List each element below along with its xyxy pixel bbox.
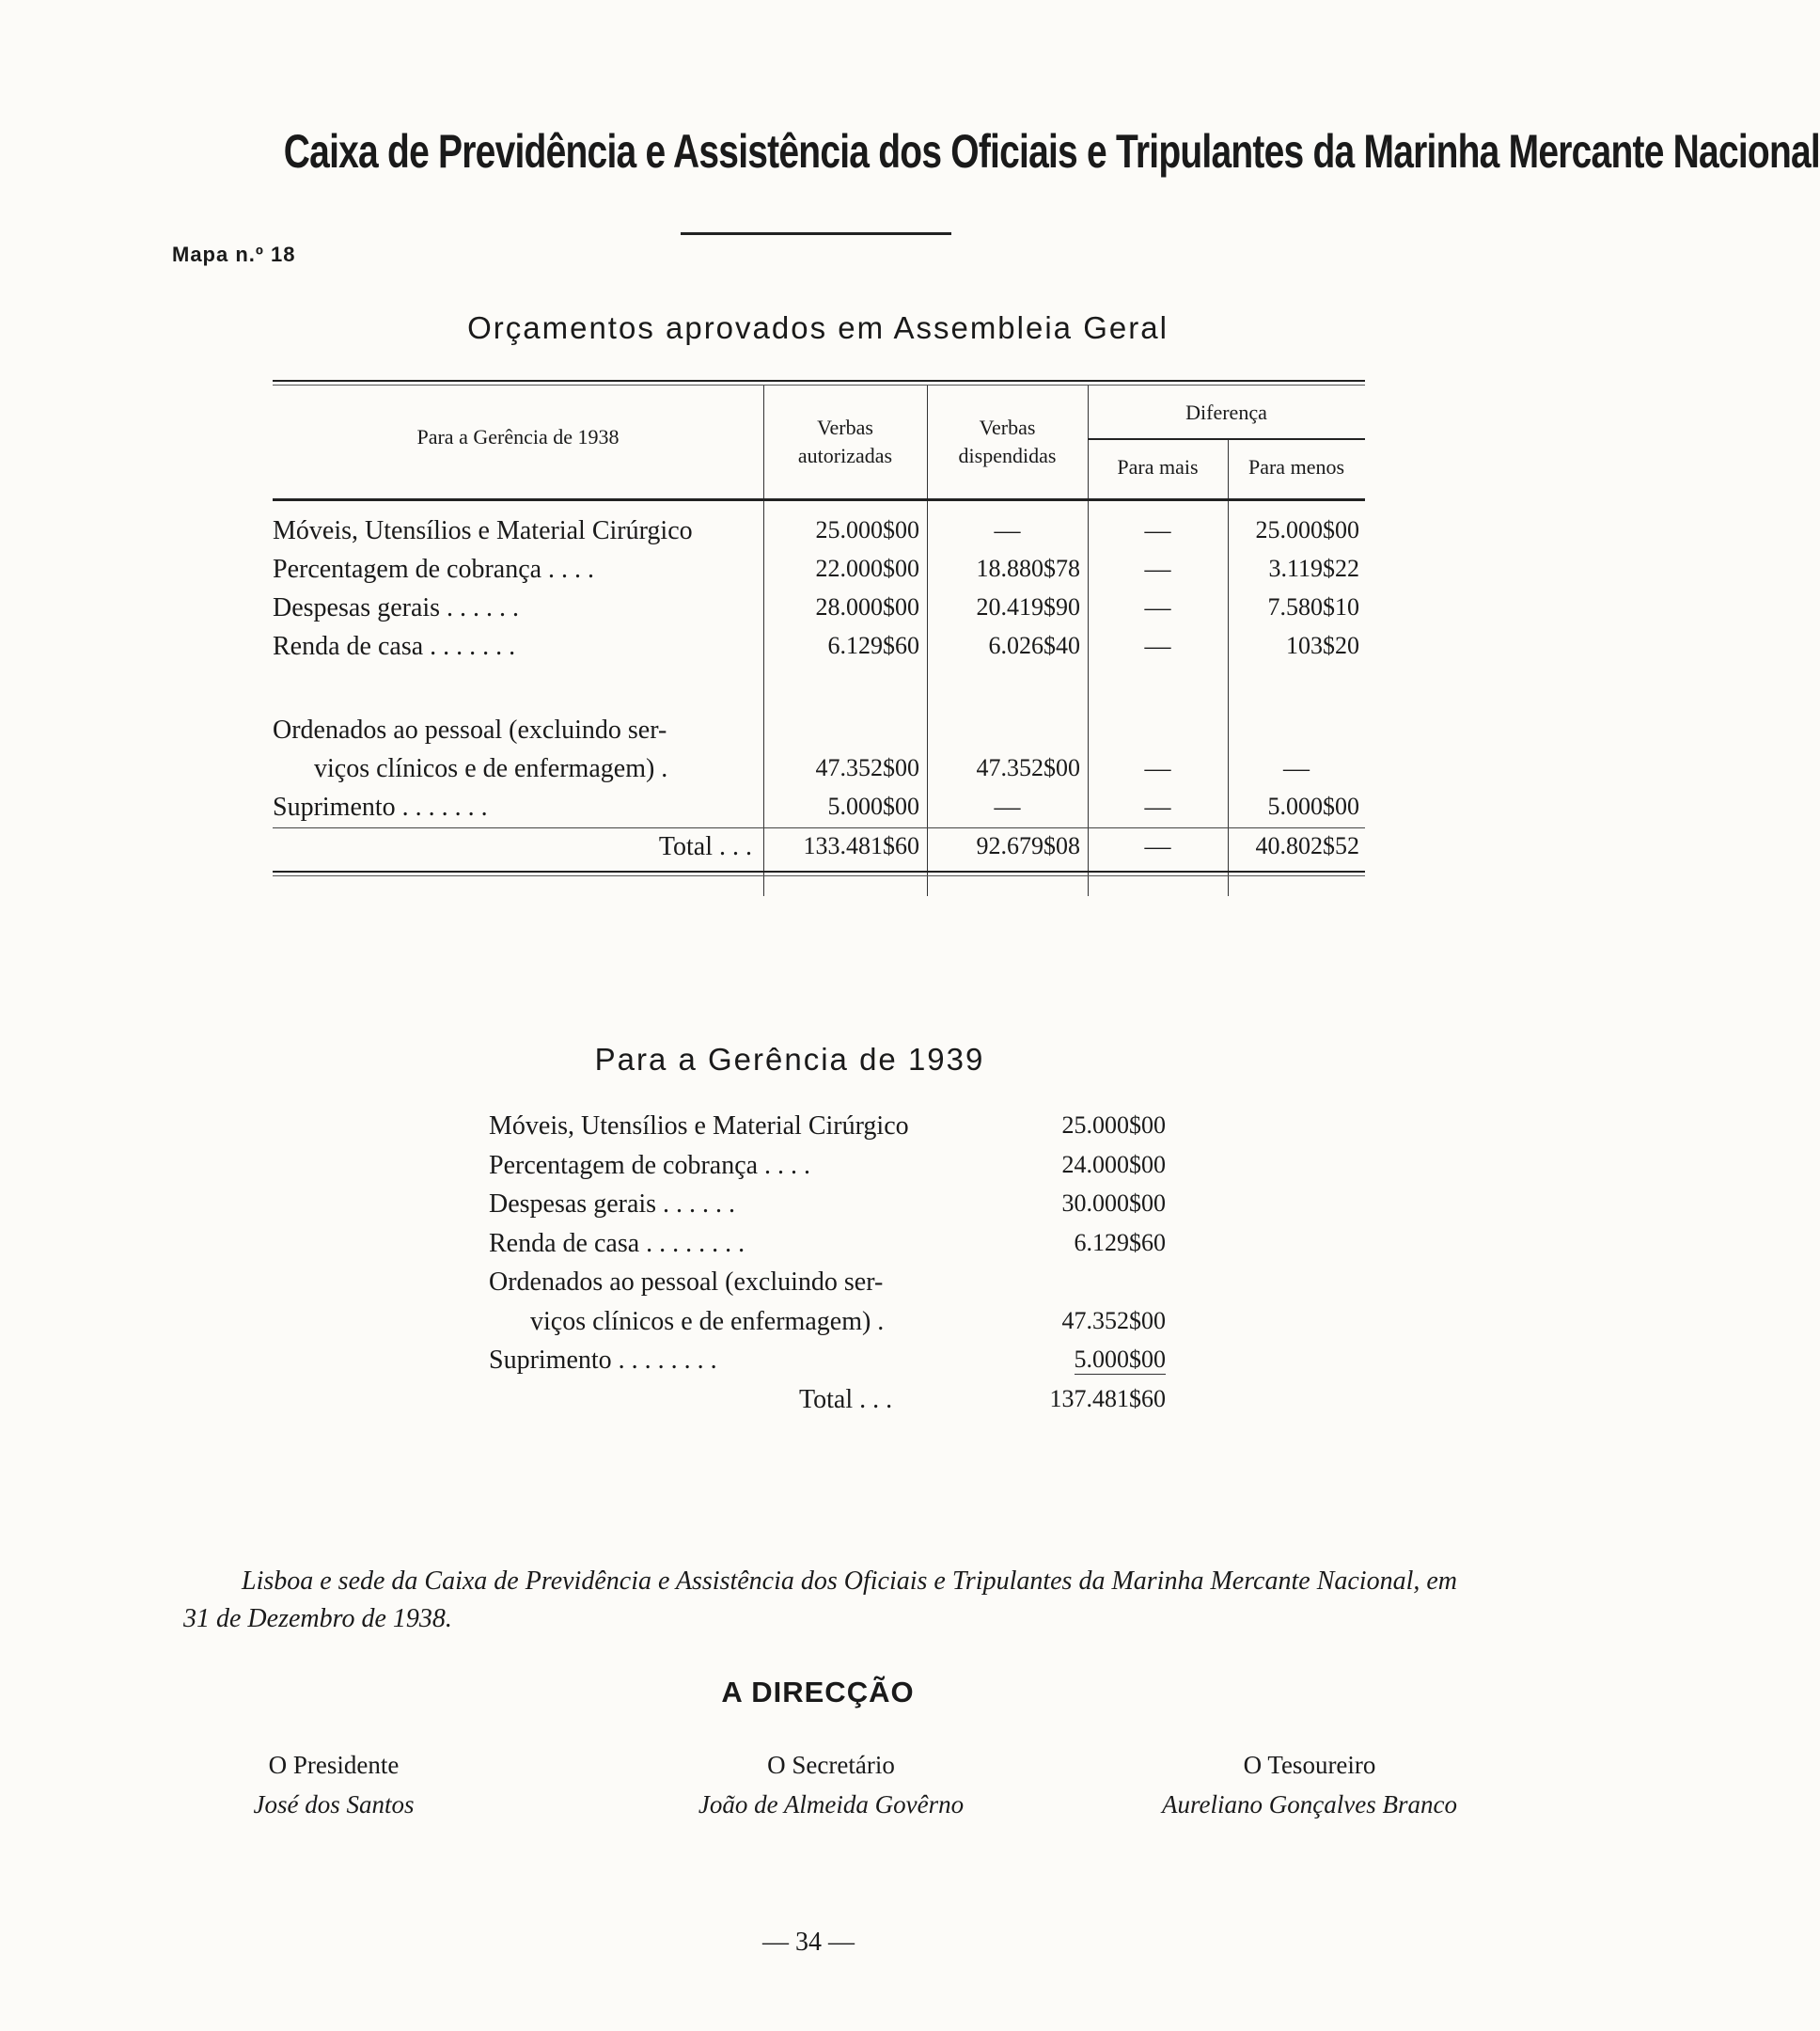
header-spent: Verbas dispendidas bbox=[958, 416, 1057, 467]
table-total-row: Total . . . 133.481$60 92.679$08 — 40.802$52 bbox=[658, 832, 1359, 861]
list-total-row: Total . . . 137.481$60 bbox=[799, 1384, 1166, 1414]
table-row: Móveis, Utensílios e Material Cirúrgico 25.000$00 — — 25.000$00 bbox=[273, 516, 1359, 545]
closing-statement: Lisboa e sede da Caixa de Previdência e Assistência dos Oficiais e Tripulantes da Marinha Mercante Nacional, em 31 de Dezembro de 1938. bbox=[183, 1567, 1458, 1633]
table-row: Percentagem de cobrança . . . . 22.000$00 18.880$78 — 3.119$22 bbox=[273, 555, 1359, 584]
signatory-name: João de Almeida Govêrno bbox=[698, 1790, 965, 1818]
direction-heading: A DIRECÇÃO bbox=[721, 1676, 915, 1708]
budget-list-1939 bbox=[489, 1110, 1166, 1422]
table-title: Orçamentos aprovados em Assembleia Geral bbox=[467, 310, 1169, 345]
table-header bbox=[273, 386, 1365, 501]
signatory-role: O Secretário bbox=[767, 1751, 895, 1779]
page-number: — 34 — bbox=[762, 1928, 855, 1957]
budget-table-1938 bbox=[273, 380, 1365, 876]
table-row: viços clínicos e de enfermagem) . 47.352$00 47.352$00 — — bbox=[314, 754, 1310, 783]
signature-secretary bbox=[624, 1745, 1038, 1824]
signatory-name: José dos Santos bbox=[253, 1790, 415, 1818]
header-difference: Diferença bbox=[1185, 401, 1267, 424]
header-less: Para menos bbox=[1247, 455, 1345, 479]
signature-president bbox=[127, 1745, 541, 1824]
table-row: Renda de casa . . . . . . . 6.129$60 6.026$40 — 103$20 bbox=[273, 632, 1359, 661]
header-more: Para mais bbox=[1117, 455, 1199, 479]
list-item: viços clínicos e de enfermagem) . 47.352$00 bbox=[530, 1306, 1166, 1336]
table-row: Despesas gerais . . . . . . 28.000$00 20.419$90 — 7.580$10 bbox=[273, 593, 1359, 622]
signatory-name: Aureliano Gonçalves Branco bbox=[1162, 1790, 1457, 1818]
list-item: Renda de casa . . . . . . . . 6.129$60 bbox=[489, 1228, 1166, 1258]
table-body bbox=[273, 501, 1365, 867]
title-divider bbox=[681, 232, 951, 235]
table-row: Ordenados ao pessoal (excluindo ser- bbox=[273, 716, 667, 745]
list-item: Despesas gerais . . . . . . 30.000$00 bbox=[489, 1189, 1166, 1219]
list-item: Ordenados ao pessoal (excluindo ser- bbox=[489, 1267, 884, 1297]
list-item: Móveis, Utensílios e Material Cirúrgico 25.000$00 bbox=[489, 1111, 1166, 1141]
signatory-role: O Presidente bbox=[268, 1751, 400, 1779]
signatory-role: O Tesoureiro bbox=[1243, 1751, 1376, 1779]
list-item: Suprimento . . . . . . . . 5.000$00 bbox=[489, 1346, 1166, 1375]
signature-treasurer bbox=[1098, 1745, 1521, 1824]
list-item: Percentagem de cobrança . . . . 24.000$00 bbox=[489, 1150, 1166, 1180]
document-title: Caixa de Previdência e Assistência dos Oficiais e Tripulantes da Marinha Mercante Nacional bbox=[283, 125, 1820, 178]
map-number-label: Mapa n.º 18 bbox=[172, 243, 296, 266]
header-period: Para a Gerência de 1938 bbox=[416, 425, 620, 449]
header-authorized: Verbas autorizadas bbox=[797, 416, 893, 467]
list-title-1939: Para a Gerência de 1939 bbox=[594, 1042, 985, 1077]
table-row: Suprimento . . . . . . . 5.000$00 — — 5.000$00 bbox=[273, 789, 1365, 828]
table-bottom-rule bbox=[273, 871, 1365, 876]
